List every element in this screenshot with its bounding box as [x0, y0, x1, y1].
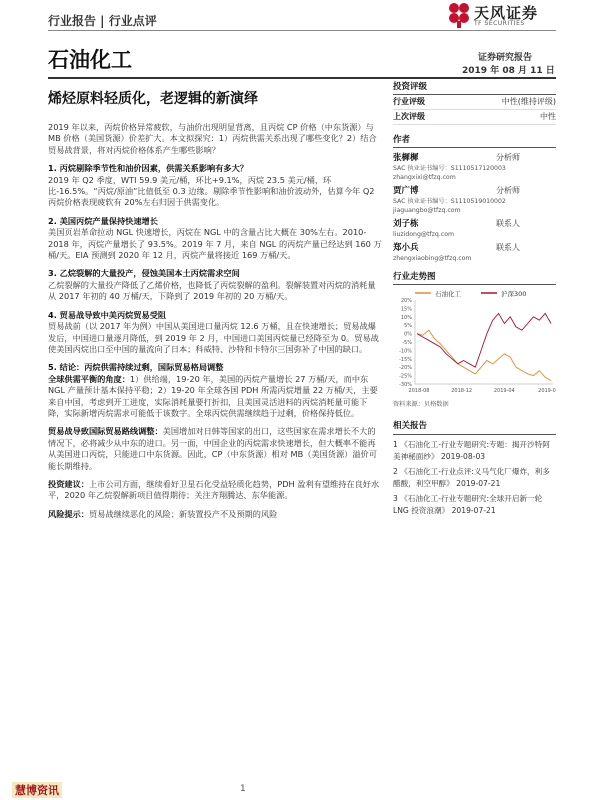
section-2-heading: 2. 美国丙烷产量保持快速增长 — [48, 215, 158, 226]
x-tick-label: 2018-12 — [451, 388, 473, 394]
author-email[interactable]: jiaguangbo@tfzq.com — [393, 207, 461, 214]
x-tick-label: 2019-04 — [493, 388, 515, 394]
author-name: 郑小兵 — [393, 243, 419, 253]
y-tick-label: 20% — [400, 298, 412, 304]
rating-value: 中性 — [540, 112, 556, 121]
section-5-text — [48, 374, 382, 420]
author-role: 联系人 — [496, 219, 520, 228]
trend-chart — [393, 286, 556, 398]
section-1-heading: 1. 丙烷剔除季节性和油价因素，供需关系影响有多大？ — [48, 163, 248, 174]
author-entry — [393, 152, 556, 182]
section-5-heading: 5. 结论：丙烷供需持续过剩，国际贸易格局调整 — [48, 362, 224, 373]
y-tick-label: -20% — [399, 365, 412, 372]
report-category: 行业报告 | 行业点评 — [48, 14, 157, 28]
y-tick-label: 0% — [404, 331, 412, 338]
section-5-lead: 全球供需平衡的角度： — [48, 373, 130, 384]
section-4-heading: 4. 贸易战导致中美丙烷贸易受阻 — [48, 309, 167, 320]
related-item[interactable]: 2 《石油化工-行业点评:义马气化厂爆炸，利多醋酸，利空甲醇》 2019-07-21 — [393, 467, 550, 488]
x-axis — [409, 388, 556, 394]
section-5-body: 1）供给端，19-20 年，美国的丙烷产量增长 27 万桶/天，而中东 NGL 产量预计基本保持平稳；2）19-20 年全球各国 PDH 所需丙烷增量 22 万桶/天，主要来自中国，考虑到开工进度，实际消耗量要打折扣，且美国灵活进料的丙烷消耗量可能下降，实际新增丙烷需求可能低于该数字。全球丙烷供需继续趋于过剩，价格保持低位。 — [48, 373, 378, 418]
invest-paragraph — [48, 479, 382, 502]
y-tick-label: -15% — [399, 356, 412, 363]
y-tick-label: -30% — [399, 382, 412, 388]
risk-paragraph — [48, 509, 382, 520]
rating-key: 上次评级 — [393, 112, 425, 121]
y-tick-label: -25% — [399, 373, 412, 380]
page-title: 石油化工 — [48, 48, 132, 72]
trend-panel — [393, 270, 556, 285]
section-1-text: 2019 年 Q2 季度，WTI 59.9 美元/桶，环比+9.1%，丙烷 23.5 美元/桶，环比-16.5%。“丙烷/原油”比值低至 0.3 边缘。剔除季节性影响和油价波动外，估算今年 Q2 丙烷价格表现疲软有 20%左右归因于供需变化。 — [48, 174, 375, 208]
author-email[interactable]: zhengxiaobing@tfzq.com — [393, 255, 472, 262]
invest-body: 上市公司方面，继续看好卫星石化受益轻质化趋势，PDH 盈利有望维持在良好水平，2020 年乙烷裂解新项目值得期待；关注齐翔腾达、东华能源。 — [48, 478, 380, 501]
section-2-text: 美国页岩革命拉动 NGL 快速增长，丙烷在 NGL 中的含量占比大概在 30%左右。2010-2018 年，丙烷产量增长了 93.5%。2019 年 7 月，来自 NGL 的丙烷产量已经达到 160 万桶/天。EIA 预测到 2020 年 12 月，丙烷产量将接近 169 万桶/天。 — [48, 227, 382, 261]
author-entry — [393, 242, 556, 263]
author-name: 贾广博 — [393, 186, 419, 196]
author-role: 分析师 — [496, 153, 520, 162]
x-tick-label: 2018-08 — [408, 388, 430, 394]
rating-row — [393, 110, 556, 125]
rating-key: 行业评级 — [393, 97, 425, 106]
related-item[interactable]: 1 《石油化工-行业专题研究:专题：揭开沙特阿美神秘面纱》 2019-08-03 — [393, 440, 550, 461]
footer-brand: 慧博资讯 — [12, 782, 62, 798]
report-type: 证券研究报告 — [478, 53, 533, 63]
author-name: 刘子栋 — [393, 219, 419, 229]
trade-paragraph — [48, 426, 382, 472]
author-entry — [393, 185, 556, 215]
header-divider — [48, 30, 556, 31]
author-email[interactable]: liuzidong@tfzq.com — [393, 231, 455, 238]
section-3-heading: 3. 乙烷裂解的大量投产，侵蚀美国本土丙烷需求空间 — [48, 268, 240, 279]
related-reports — [393, 420, 556, 517]
intro-paragraph: 2019 年以来，丙烷价格异常疲软，与油价出现明显背离，且丙烷 CP 价格（中东货源）与 MB 价格（美国货源）价差扩大。本文拟探究：1）丙烷供需关系出现了哪些变化？2）结合贸易战背景，将对丙烷价格体系产生哪些影响？ — [48, 122, 377, 155]
author-email[interactable]: zhangxixi@tfzq.com — [393, 174, 456, 181]
author-role: 分析师 — [496, 186, 520, 195]
trend-title: 行业走势图 — [393, 270, 556, 285]
y-tick-label: 15% — [400, 306, 412, 313]
rating-title: 投资评级 — [393, 80, 556, 95]
rating-value: 中性(维持评级) — [501, 97, 556, 106]
rating-row — [393, 95, 556, 110]
section-4-text: 贸易战前（以 2017 年为例）中国从美国进口量丙烷 12.6 万桶，且在快速增长；贸易战爆发后，中国进口量逐月降低，到 2019 年 2 月，中国进口美国丙烷量已经降至为 0。贸易战使美国丙烷出口至中国的量流向了日本；科威特、沙特和卡特尔三国弥补了中国的缺口。 — [48, 321, 379, 354]
risk-lead: 风险提示： — [48, 508, 89, 519]
rating-panel — [393, 80, 556, 125]
trade-body: 美国增加对日韩等国家的出口，这些国家在需求增长不大的情况下，必将减少从中东的进口。另一面，中国企业的丙烷需求快速增长，但大概率不能再从美国进口丙烷，只能进口中东货源。因此，CP（中东货源）相对 MB（美国货源）溢价可能长期维持。 — [48, 426, 377, 471]
legend-label-series-1: 石油化工 — [435, 290, 461, 298]
author-cert: SAC 执业证书编号：S1110517120003 — [393, 165, 506, 172]
report-date: 2019 年 08 月 11 日 — [462, 66, 555, 76]
author-entry — [393, 218, 556, 239]
y-axis — [399, 298, 412, 388]
related-title: 相关报告 — [393, 420, 556, 435]
title-rule — [48, 77, 556, 79]
section-3-text: 乙烷裂解的大量投产降低了乙烯价格，也降低了丙烷裂解的盈利。裂解装置对丙烷的消耗量从 2017 年初的 40 万桶/天，下降到了 2019 年初的 20 万桶/天。 — [48, 279, 376, 302]
report-subtitle: 烯烃原料轻质化，老逻辑的新演绎 — [48, 91, 258, 107]
author-cert: SAC 执业证书编号：S1110519010002 — [393, 198, 506, 205]
logo-name: 天风证券 — [474, 4, 539, 22]
y-tick-label: 10% — [400, 314, 412, 321]
tf-logo-icon — [446, 2, 472, 28]
y-tick-label: -10% — [399, 348, 412, 355]
trade-lead: 贸易战导致国际贸易路线调整： — [48, 426, 163, 437]
chart-source: 资料来源：贝格数据 — [393, 401, 449, 408]
x-tick-label: 2019-0 — [538, 388, 556, 394]
main-body — [48, 122, 382, 527]
risk-body: 贸易战继续恶化的风险；新装置投产不及预期的风险 — [88, 508, 278, 519]
legend-label-series-2: 沪深300 — [501, 290, 527, 298]
related-item[interactable]: 3 《石油化工-行业专题研究:全球开启新一轮 LNG 投资浪潮》 2019-07-21 — [393, 494, 543, 515]
logo-name-en: TF SECURITIES — [474, 20, 525, 27]
authors-title: 作者 — [393, 133, 556, 148]
author-role: 联系人 — [496, 243, 520, 252]
chart-series — [417, 313, 551, 380]
y-tick-label: 5% — [404, 323, 412, 330]
page-number: 1 — [240, 784, 246, 794]
y-tick-label: -5% — [402, 340, 412, 346]
invest-lead: 投资建议： — [48, 478, 89, 489]
chart-legend — [415, 289, 526, 298]
authors-panel — [393, 133, 556, 263]
series-line-1 — [417, 330, 551, 380]
author-name: 张樨樨 — [393, 153, 419, 163]
